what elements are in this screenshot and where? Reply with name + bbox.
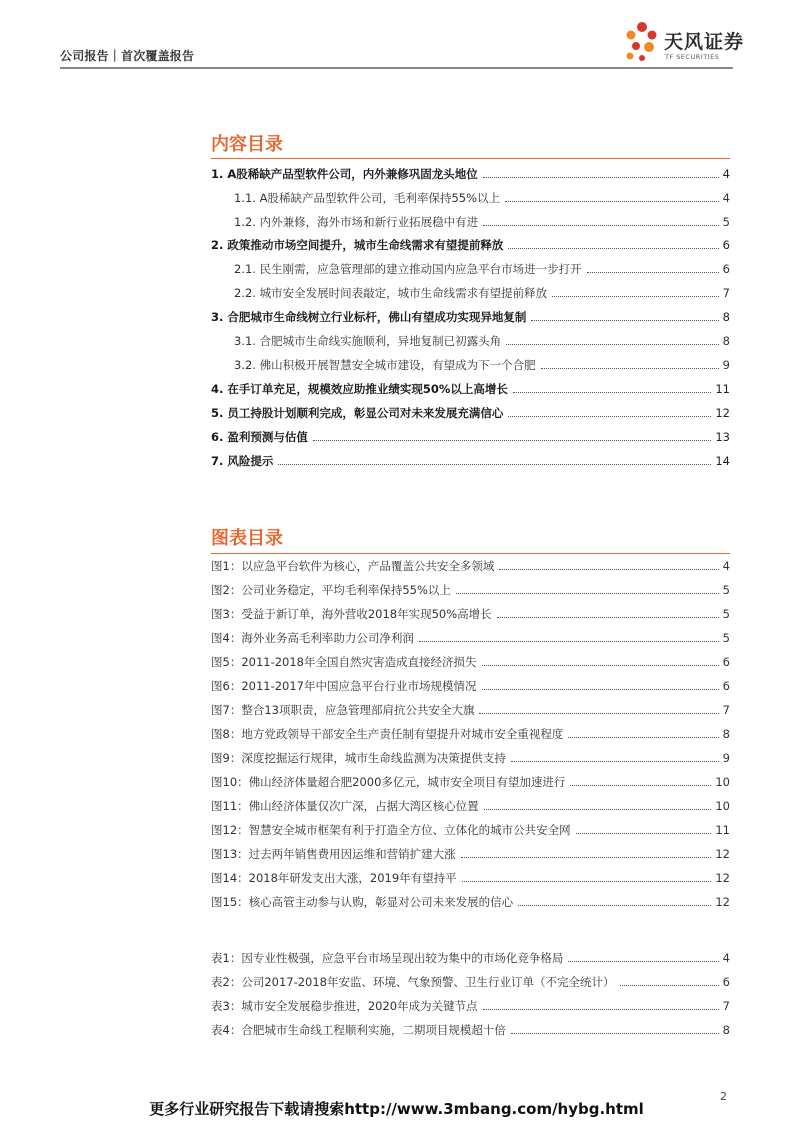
table-entry-text: 表3：城市安全发展稳步推进，2020年成为关键节点 [211,999,478,1013]
toc-entry-page: 6 [722,238,730,252]
figure-entry-text: 图5：2011-2018年全国自然灾害造成直接经济损失 [211,655,477,669]
toc-entry[interactable] [211,306,730,324]
table-entry[interactable] [211,1019,730,1037]
toc-entry-text: 4. 在手订单充足，规模效应助推业绩实现50%以上高增长 [211,382,508,396]
table-entry-text: 表1：因专业性极强，应急平台市场呈现出较为集中的市场化竞争格局 [211,951,564,965]
figure-entry-page: 12 [715,895,730,909]
dot-leader [552,296,719,297]
figure-entry-text: 图13：过去两年销售费用因运维和营销扩建大涨 [211,847,456,861]
figures-title: 图表目录 [211,528,283,549]
toc-entry-text: 3.2. 佛山积极开展智慧安全城市建设，有望成为下一个合肥 [234,358,536,372]
toc-entry[interactable] [211,426,730,444]
dot-leader [576,833,712,834]
toc-entry-text: 3.1. 合肥城市生命线实施顺利，异地复制已初露头角 [234,334,502,348]
toc-entry-page: 6 [722,262,730,276]
toc-entry[interactable] [211,450,730,468]
figure-entry-text: 图10：佛山经济体量超合肥2000多亿元，城市安全项目有望加速进行 [211,775,566,789]
figure-entry-page: 9 [722,751,730,765]
toc-entry-text: 3. 合肥城市生命线树立行业标杆，佛山有望成功实现异地复制 [211,310,527,324]
toc-entry[interactable] [211,163,730,181]
figure-entry-page: 5 [722,631,730,645]
figure-entry[interactable] [211,579,730,597]
toc-entry-page: 5 [722,215,730,229]
toc-entry-text: 1. A股稀缺产品型软件公司，内外兼修巩固龙头地位 [211,167,478,181]
figure-entry-text: 图8：地方党政领导干部安全生产责任制有望提升对城市安全重视程度 [211,727,564,741]
toc-entry-page: 4 [722,191,730,205]
figure-entry-text: 图3：受益于新订单，海外营收2018年实现50%高增长 [211,607,492,621]
figure-entry-page: 12 [715,871,730,885]
figure-entry[interactable] [211,843,730,861]
toc-entry[interactable] [234,330,730,348]
table-entry-page: 8 [722,1023,730,1037]
toc-entry-page: 11 [715,382,730,396]
dot-leader [570,785,711,786]
toc-entry[interactable] [234,211,730,229]
dot-leader [482,665,719,666]
toc-title: 内容目录 [211,134,283,155]
toc-entry[interactable] [211,402,730,420]
dot-leader [482,689,719,690]
dot-leader [568,961,718,962]
figure-entry-text: 图4：海外业务高毛利率助力公司净利润 [211,631,414,645]
figure-entry-page: 4 [722,559,730,573]
figure-entry-text: 图1：以应急平台软件为核心，产品覆盖公共安全多领域 [211,559,495,573]
toc-entry-page: 8 [722,334,730,348]
table-entry-text: 表4：合肥城市生命线工程顺利实施，二期项目规模超十倍 [211,1023,506,1037]
toc-entry-page: 4 [722,167,730,181]
dot-leader [483,225,719,226]
figure-entry-text: 图2：公司业务稳定，平均毛利率保持55%以上 [211,583,451,597]
figure-entry-page: 10 [715,799,730,813]
toc-entry-text: 2.1. 民生刚需，应急管理部的建立推动国内应急平台市场进一步打开 [234,262,582,276]
figure-entry-page: 6 [722,655,730,669]
figure-entry[interactable] [211,603,730,621]
figure-entry[interactable] [211,651,730,669]
figure-entry-text: 图14：2018年研发支出大涨，2019年有望持平 [211,871,457,885]
dot-leader [483,1009,719,1010]
toc-entry-text: 5. 员工持股计划顺利完成，彰显公司对未来发展充满信心 [211,406,504,420]
table-entry-page: 4 [722,951,730,965]
figure-entry[interactable] [211,771,730,789]
dot-leader [511,1033,719,1034]
logo-mark-icon [622,20,662,66]
dot-leader [483,177,719,178]
toc-entry-page: 8 [722,310,730,324]
footer-download-notice: 更多行业研究报告下载请搜索http://www.3mbang.com/hybg.html [149,1100,644,1118]
header-label: 公司报告｜首次覆盖报告 [60,49,195,63]
dot-leader [620,985,719,986]
toc-entry-text: 1.1. A股稀缺产品型软件公司，毛利率保持55%以上 [234,191,501,205]
dot-leader [518,905,711,906]
logo-text-cn: 天风证券 [664,31,745,53]
figure-entry-page: 5 [722,583,730,597]
logo-text-en: TF SECURITIES [665,53,720,61]
toc-entry-page: 12 [715,406,730,420]
page-number: 2 [720,1090,727,1103]
figure-entry[interactable] [211,723,730,741]
figure-entry[interactable] [211,699,730,717]
figure-entry-text: 图12：智慧安全城市框架有利于打造全方位、立体化的城市公共安全网 [211,823,571,837]
dot-leader [456,593,719,594]
figure-entry-page: 10 [715,775,730,789]
dot-leader [497,617,719,618]
dot-leader [313,440,711,441]
table-entry-page: 6 [722,975,730,989]
toc-entry[interactable] [234,282,730,300]
figure-entry[interactable] [211,795,730,813]
figure-entry[interactable] [211,555,730,573]
dot-leader [511,761,719,762]
dot-leader [541,368,719,369]
dot-leader [484,809,712,810]
toc-entry[interactable] [211,234,730,252]
figure-entry-page: 11 [715,823,730,837]
figures-title-rule [211,553,730,554]
table-entry[interactable] [211,947,730,965]
dot-leader [531,320,718,321]
figure-entry-text: 图6：2011-2017年中国应急平台行业市场规模情况 [211,679,477,693]
table-entry[interactable] [211,971,730,989]
toc-entry[interactable] [234,258,730,276]
toc-entry[interactable] [234,354,730,372]
toc-entry-text: 2. 政策推动市场空间提升，城市生命线需求有望提前释放 [211,238,504,252]
figure-entry-page: 5 [722,607,730,621]
toc-entry-text: 6. 盈利预测与估值 [211,430,308,444]
figure-entry-page: 12 [715,847,730,861]
table-entry-text: 表2：公司2017-2018年安监、环境、气象预警、卫生行业订单（不完全统计） [211,975,615,989]
dot-leader [508,416,711,417]
figure-entry[interactable] [211,627,730,645]
dot-leader [568,737,718,738]
dot-leader [506,344,719,345]
toc-entry[interactable] [211,378,730,396]
header-divider [60,67,733,69]
dot-leader [505,201,719,202]
dot-leader [499,569,718,570]
figure-entry-page: 6 [722,679,730,693]
toc-entry-text: 1.2. 内外兼修，海外市场和新行业拓展稳中有进 [234,215,479,229]
dot-leader [587,272,719,273]
toc-entry-page: 9 [722,358,730,372]
figure-entry-text: 图7：整合13项职责，应急管理部肩抗公共安全大旗 [211,703,475,717]
toc-entry-page: 7 [722,286,730,300]
figure-entry[interactable] [211,819,730,837]
dot-leader [278,464,711,465]
table-entry-page: 7 [722,999,730,1013]
toc-title-rule [211,158,730,159]
figure-entry[interactable] [211,747,730,765]
figure-entry[interactable] [211,891,730,909]
figure-entry-text: 图9：深度挖掘运行规律，城市生命线监测为决策提供支持 [211,751,506,765]
toc-entry-page: 13 [715,430,730,444]
dot-leader [508,248,718,249]
dot-leader [513,392,711,393]
toc-entry-text: 7. 风险提示 [211,454,274,468]
figure-entry-text: 图15：核心高管主动参与认购，彰显对公司未来发展的信心 [211,895,514,909]
toc-entry-text: 2.2. 城市安全发展时间表敲定，城市生命线需求有望提前释放 [234,286,548,300]
dot-leader [461,857,712,858]
toc-entry-page: 14 [715,454,730,468]
toc-entry[interactable] [234,187,730,205]
dot-leader [479,713,718,714]
figure-entry-page: 8 [722,727,730,741]
company-logo [622,20,745,66]
dot-leader [419,641,719,642]
figure-entry-page: 7 [722,703,730,717]
table-entry[interactable] [211,995,730,1013]
dot-leader [462,881,712,882]
figure-entry[interactable] [211,867,730,885]
figure-entry-text: 图11：佛山经济体量仅次广深，占据大湾区核心位置 [211,799,479,813]
figure-entry[interactable] [211,675,730,693]
